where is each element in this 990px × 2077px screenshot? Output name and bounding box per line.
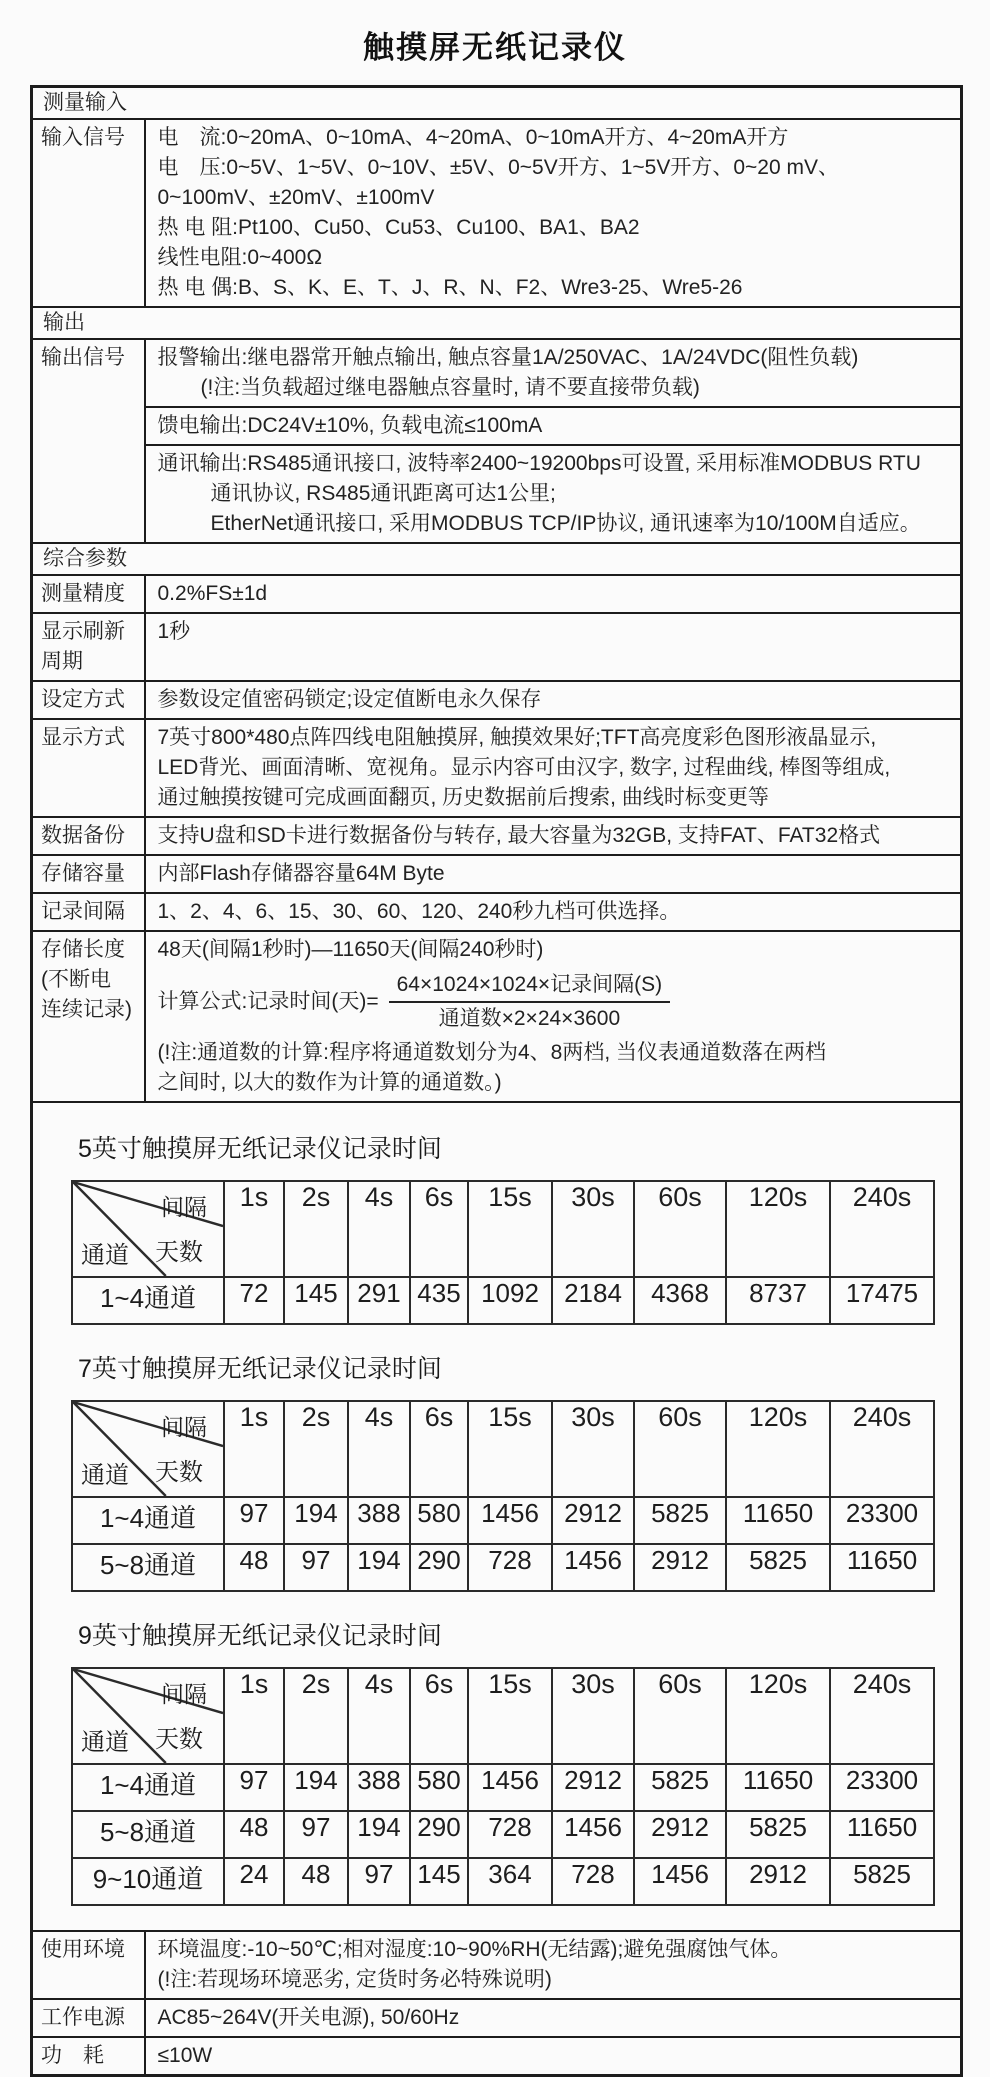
column-header: 30s: [552, 1181, 634, 1277]
corner-days-label: 天数: [155, 1726, 203, 1753]
column-header: 240s: [830, 1401, 934, 1497]
column-header: 30s: [552, 1668, 634, 1764]
table-cell: 97: [284, 1544, 348, 1591]
table-cell: 24: [224, 1858, 284, 1905]
accuracy-value: 0.2%FS±1d: [145, 575, 962, 613]
record-tables-section: [32, 1102, 962, 1931]
table-cell: 2912: [552, 1764, 634, 1811]
table-cell: 194: [284, 1764, 348, 1811]
storage-length-formula: [158, 972, 949, 1032]
section-general-params: 综合参数: [32, 543, 962, 575]
column-header: 15s: [468, 1181, 552, 1277]
record-table-9inch-block: [33, 1616, 960, 1906]
table-row: [32, 307, 962, 339]
table-row: [32, 2037, 962, 2076]
output-alarm: [146, 340, 961, 406]
column-header: 4s: [348, 1401, 410, 1497]
table-row: [72, 1277, 934, 1324]
backup-value: 支持U盘和SD卡进行数据备份与转存, 最大容量为32GB, 支持FAT、FAT32格式: [145, 817, 962, 855]
formula-prefix: 计算公式:记录时间(天)=: [157, 990, 379, 1013]
row-header-channels: 5~8通道: [72, 1811, 224, 1858]
row-header-channels: 5~8通道: [72, 1544, 224, 1591]
spec-table: [30, 85, 963, 2077]
input-signal-rtd: 热 电 阻:Pt100、Cu50、Cu53、Cu100、BA1、BA2: [157, 216, 640, 239]
table-row: [32, 1102, 962, 1931]
row-label-power-supply: 工作电源: [32, 1999, 145, 2037]
table-cell: 194: [348, 1544, 410, 1591]
column-header: 2s: [284, 1401, 348, 1497]
table-cell: 97: [224, 1497, 284, 1544]
row-label-power-consumption: 功 耗: [32, 2037, 145, 2076]
row-label-display-mode: 显示方式: [32, 719, 145, 817]
row-header-channels: 9~10通道: [72, 1858, 224, 1905]
table-cell: 728: [552, 1858, 634, 1905]
table-row: [72, 1811, 934, 1858]
table-row: [32, 575, 962, 613]
row-header-channels: 1~4通道: [72, 1277, 224, 1324]
column-header: 4s: [348, 1181, 410, 1277]
table-cell: 4368: [634, 1277, 726, 1324]
corner-interval-label: 间隔: [161, 1194, 207, 1220]
column-header: 120s: [726, 1668, 830, 1764]
table-cell: 1456: [468, 1764, 552, 1811]
column-header: 240s: [830, 1668, 934, 1764]
table-row: [32, 1999, 962, 2037]
storage-length-range: 48天(间隔1秒时)—11650天(间隔240秒时): [157, 938, 544, 961]
diagonal-header-cell: [72, 1401, 224, 1497]
table-cell: 728: [468, 1811, 552, 1858]
column-header: 6s: [410, 1668, 468, 1764]
record-table-9inch-title: 9英寸触摸屏无纸记录仪记录时间: [78, 1622, 442, 1650]
table-row: [32, 119, 962, 307]
output-comm-line1: 通讯输出:RS485通讯接口, 波特率2400~19200bps可设置, 采用标准MODBUS RTU: [157, 452, 921, 475]
column-header: 60s: [634, 1181, 726, 1277]
input-signal-voltage-cont: 0~100mV、±20mV、±100mV: [157, 186, 435, 209]
storage-length-label-line1: 存储长度: [41, 938, 125, 961]
table-row: [32, 87, 962, 120]
row-label-input-signal: 输入信号: [32, 119, 145, 307]
table-cell: 145: [410, 1858, 468, 1905]
refresh-label-line2: 周期: [41, 650, 83, 673]
table-cell: 17475: [830, 1277, 934, 1324]
storage-length-note2: 之间时, 以大的数作为计算的通道数。): [157, 1071, 502, 1094]
row-label-refresh-period: [32, 613, 145, 681]
table-cell: 728: [468, 1544, 552, 1591]
output-feed: [146, 406, 961, 444]
capacity-value: 内部Flash存储器容量64M Byte: [145, 855, 962, 893]
storage-length-label-line2: (不断电: [41, 968, 111, 991]
table-cell: 97: [284, 1811, 348, 1858]
column-header: 15s: [468, 1401, 552, 1497]
display-line2: LED背光、画面清晰、宽视角。显示内容可由汉字, 数字, 过程曲线, 棒图等组成,: [157, 756, 891, 779]
table-row: [32, 613, 962, 681]
record-table-7inch-title: 7英寸触摸屏无纸记录仪记录时间: [78, 1355, 442, 1383]
section-measure-input: 测量输入: [32, 87, 962, 120]
table-cell: 2912: [726, 1858, 830, 1905]
row-header-channels: 1~4通道: [72, 1497, 224, 1544]
record-table-5inch-title: 5英寸触摸屏无纸记录仪记录时间: [78, 1135, 442, 1163]
record-table-5inch: [71, 1180, 935, 1325]
table-cell: 291: [348, 1277, 410, 1324]
refresh-value: 1秒: [145, 613, 962, 681]
table-row: [72, 1181, 934, 1277]
table-cell: 580: [410, 1497, 468, 1544]
column-header: 60s: [634, 1668, 726, 1764]
row-label-storage-capacity: 存储容量: [32, 855, 145, 893]
table-row: [32, 931, 962, 1102]
column-header: 6s: [410, 1181, 468, 1277]
table-cell: 435: [410, 1277, 468, 1324]
table-cell: 97: [348, 1858, 410, 1905]
display-line1: 7英寸800*480点阵四线电阻触摸屏, 触摸效果好;TFT高亮度彩色图形液晶显示,: [157, 726, 877, 749]
table-row: [72, 1668, 934, 1764]
table-cell: 48: [224, 1544, 284, 1591]
corner-days-label: 天数: [155, 1459, 203, 1486]
output-alarm-note: (!注:当负载超过继电器触点容量时, 请不要直接带负载): [200, 376, 700, 399]
table-cell: 11650: [726, 1764, 830, 1811]
table-row: [32, 719, 962, 817]
diagonal-header-cell: [72, 1668, 224, 1764]
column-header: 60s: [634, 1401, 726, 1497]
table-row: [32, 339, 962, 543]
corner-interval-label: 间隔: [161, 1414, 207, 1440]
column-header: 2s: [284, 1668, 348, 1764]
page-title: 触摸屏无纸记录仪: [363, 30, 627, 65]
column-header: 240s: [830, 1181, 934, 1277]
record-table-7inch: [71, 1400, 935, 1592]
table-cell: 48: [284, 1858, 348, 1905]
table-cell: 1456: [634, 1858, 726, 1905]
interval-value: 1、2、4、6、15、30、60、120、240秒九档可供选择。: [145, 893, 962, 931]
table-cell: 2184: [552, 1277, 634, 1324]
display-line3: 通过触摸按键可完成画面翻页, 历史数据前后搜索, 曲线时标变更等: [157, 786, 769, 809]
table-cell: 290: [410, 1544, 468, 1591]
column-header: 1s: [224, 1668, 284, 1764]
table-cell: 11650: [726, 1497, 830, 1544]
row-label-output-signal: 输出信号: [32, 339, 145, 543]
power-supply-value: AC85~264V(开关电源), 50/60Hz: [145, 1999, 962, 2037]
column-header: 1s: [224, 1181, 284, 1277]
diagonal-header-cell: [72, 1181, 224, 1277]
setting-value: 参数设定值密码锁定;设定值断电永久保存: [145, 681, 962, 719]
table-row: [72, 1401, 934, 1497]
record-table-9inch: [71, 1667, 935, 1906]
row-label-storage-length: [32, 931, 145, 1102]
table-cell: 5825: [634, 1497, 726, 1544]
refresh-label-line1: 显示刷新: [41, 620, 125, 643]
row-label-record-interval: 记录间隔: [32, 893, 145, 931]
table-row: [72, 1764, 934, 1811]
column-header: 2s: [284, 1181, 348, 1277]
table-cell: 8737: [726, 1277, 830, 1324]
input-signal-current: 电 流:0~20mA、0~10mA、4~20mA、0~10mA开方、4~20mA开方: [157, 126, 789, 149]
formula-numerator: 64×1024×1024×记录间隔(S): [389, 972, 671, 1003]
output-comm: [146, 444, 961, 542]
row-label-environment: 使用环境: [32, 1931, 145, 1999]
table-cell: 1092: [468, 1277, 552, 1324]
table-row: [32, 681, 962, 719]
table-cell: 23300: [830, 1497, 934, 1544]
corner-interval-label: 间隔: [161, 1681, 207, 1707]
table-cell: 2912: [552, 1497, 634, 1544]
corner-days-label: 天数: [155, 1239, 203, 1266]
table-cell: 194: [284, 1497, 348, 1544]
column-header: 120s: [726, 1181, 830, 1277]
table-row: [32, 855, 962, 893]
table-row: [32, 817, 962, 855]
column-header: 1s: [224, 1401, 284, 1497]
table-row: [32, 1931, 962, 1999]
column-header: 120s: [726, 1401, 830, 1497]
storage-length-note1: (!注:通道数的计算:程序将通道数划分为4、8两档, 当仪表通道数落在两档: [157, 1041, 827, 1064]
table-cell: 2912: [634, 1811, 726, 1858]
corner-channel-label: 通道: [81, 1242, 129, 1269]
table-row: [72, 1544, 934, 1591]
output-comm-line2: 通讯协议, RS485通讯距离可达1公里;: [210, 482, 556, 505]
corner-channel-label: 通道: [81, 1729, 129, 1756]
corner-channel-label: 通道: [81, 1462, 129, 1489]
input-signal-thermocouple: 热 电 偶:B、S、K、E、T、J、R、N、F2、Wre3-25、Wre5-26: [157, 276, 743, 299]
record-table-7inch-block: [33, 1349, 960, 1592]
output-alarm-line: 报警输出:继电器常开触点输出, 触点容量1A/250VAC、1A/24VDC(阻性负载): [157, 346, 859, 369]
row-label-data-backup: 数据备份: [32, 817, 145, 855]
environment-line1: 环境温度:-10~50℃;相对湿度:10~90%RH(无结露);避免强腐蚀气体。: [157, 1938, 792, 1961]
formula-denominator: 通道数×2×24×3600: [438, 1007, 621, 1030]
column-header: 4s: [348, 1668, 410, 1764]
table-cell: 1456: [552, 1811, 634, 1858]
table-cell: 290: [410, 1811, 468, 1858]
column-header: 30s: [552, 1401, 634, 1497]
row-label-accuracy: 测量精度: [32, 575, 145, 613]
row-header-channels: 1~4通道: [72, 1764, 224, 1811]
table-cell: 1456: [468, 1497, 552, 1544]
formula-fraction: [389, 972, 671, 1032]
table-cell: 1456: [552, 1544, 634, 1591]
input-signal-linear-resistance: 线性电阻:0~400Ω: [157, 246, 323, 269]
table-cell: 194: [348, 1811, 410, 1858]
column-header: 15s: [468, 1668, 552, 1764]
table-cell: 72: [224, 1277, 284, 1324]
table-cell: 11650: [830, 1544, 934, 1591]
table-cell: 5825: [726, 1544, 830, 1591]
table-cell: 580: [410, 1764, 468, 1811]
environment-line2: (!注:若现场环境恶劣, 定货时务必特殊说明): [157, 1968, 552, 1991]
table-cell: 2912: [634, 1544, 726, 1591]
power-consumption-value: ≤10W: [145, 2037, 962, 2076]
table-row: [72, 1858, 934, 1905]
table-cell: 5825: [634, 1764, 726, 1811]
input-signal-voltage: 电 压:0~5V、1~5V、0~10V、±5V、0~5V开方、1~5V开方、0~20 mV、: [157, 156, 840, 179]
section-output: 输出: [32, 307, 962, 339]
output-feed-line: 馈电输出:DC24V±10%, 负载电流≤100mA: [157, 414, 543, 437]
table-cell: 364: [468, 1858, 552, 1905]
table-cell: 388: [348, 1764, 410, 1811]
storage-length-label-line3: 连续记录): [41, 998, 132, 1021]
table-cell: 48: [224, 1811, 284, 1858]
table-cell: 11650: [830, 1811, 934, 1858]
column-header: 6s: [410, 1401, 468, 1497]
table-cell: 5825: [726, 1811, 830, 1858]
table-cell: 23300: [830, 1764, 934, 1811]
table-row: [32, 543, 962, 575]
table-row: [72, 1497, 934, 1544]
record-table-5inch-block: [33, 1129, 960, 1325]
table-cell: 145: [284, 1277, 348, 1324]
table-cell: 388: [348, 1497, 410, 1544]
table-row: [32, 893, 962, 931]
output-comm-line3: EtherNet通讯接口, 采用MODBUS TCP/IP协议, 通讯速率为10/100M自适应。: [210, 512, 921, 535]
table-cell: 5825: [830, 1858, 934, 1905]
row-label-setting-mode: 设定方式: [32, 681, 145, 719]
table-cell: 97: [224, 1764, 284, 1811]
